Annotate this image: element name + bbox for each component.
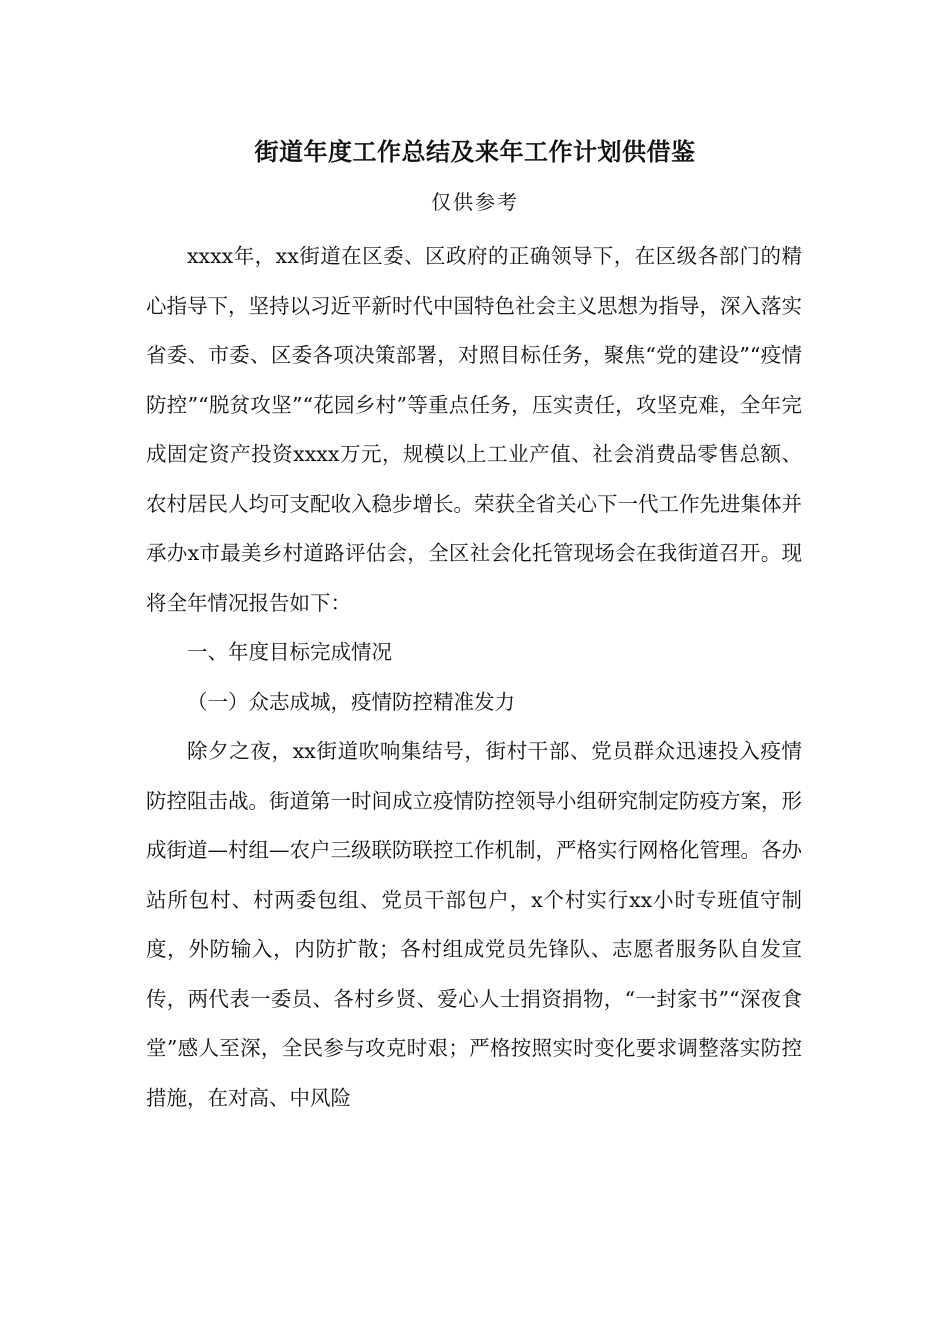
paragraph-intro: xxxx年，xx街道在区委、区政府的正确领导下，在区级各部门的精心指导下，坚持以习近平新时代中国特色社会主义思想为指导，深入落实省委、市委、区委各项决策部署，对照目标任务，聚焦“党的建设”“疫情防控”“脱贫攻坚”“花园乡村”等重点任务，压实责任，攻坚克难，全年完成固定资产投资xxxx万元，规模以上工业产值、社会消费品零售总额、农村居民人均可支配收入稳步增长。荣获全省关心下一代工作先进集体并承办x市最美乡村道路评估会，全区社会化托管现场会在我街道召开。现将全年情况报告如下： — [146, 244, 802, 615]
document-subtitle: 仅供参考 — [431, 190, 519, 214]
paragraph-epidemic: 除夕之夜，xx街道吹响集结号，街村干部、党员群众迅速投入疫情防控阻击战。街道第一时间成立疫情防控领导小组研究制定防疫方案，形成街道—村组—农户三级联防联控工作机制，严格实行网格化管理。各办站所包村、村两委包组、党员干部包户，x个村实行xx小时专班值守制度，外防输入，内防扩散；各村组成党员先锋队、志愿者服务队自发宣传，两代表一委员、各村乡贤、爱心人士捐资捐物，“一封家书”“深夜食堂”感人至深，全民参与攻克时艰；严格按照实时变化要求调整落实防控措施，在对高、中风险 — [146, 739, 802, 1110]
subsection-heading: （一）众志成城，疫情防控精准发力 — [187, 689, 515, 714]
document-title: 街道年度工作总结及来年工作计划供借鉴 — [254, 137, 696, 166]
document-body — [146, 232, 802, 1123]
section-heading: 一、年度目标完成情况 — [187, 640, 392, 664]
